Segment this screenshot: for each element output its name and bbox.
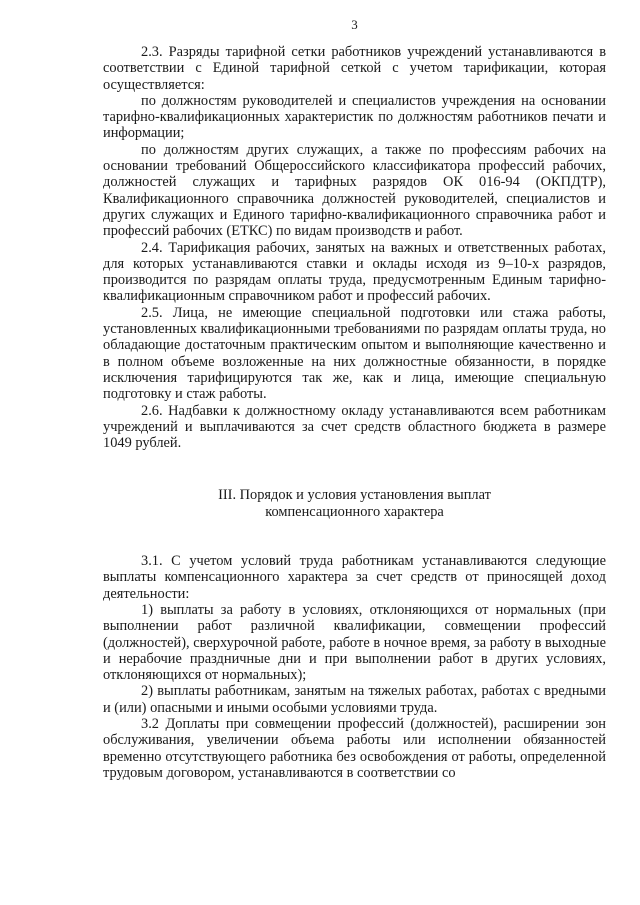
- section-3-heading: [103, 487, 606, 520]
- paragraph-3-1: 3.1. С учетом условий труда работникам устанавливаются следующие выплаты компенсационного характера за счет средств от приносящей доход деятельности:: [103, 553, 606, 602]
- section-3-heading-line-2: компенсационного характера: [265, 503, 444, 520]
- document-page: [103, 0, 606, 905]
- paragraph-2-6: 2.6. Надбавки к должностному окладу устанавливаются всем работникам учреждений и выплачиваются за счет средств областного бюджета в размере 1049 рублей.: [103, 402, 606, 452]
- paragraph-2-3: 2.3. Разряды тарифной сетки работников учреждений устанавливаются в соответствии с Единой тарифной сеткой с учетом тарификации, которая осуществляется:: [103, 44, 606, 93]
- page-number: 3: [351, 17, 358, 32]
- heading-spacer: [103, 520, 606, 553]
- paragraph-3-1-item-1: 1) выплаты за работу в условиях, отклоняющихся от нормальных (при выполнении работ различной квалификации, совмещении профессий (должностей), сверхурочной работе, работе в ночное время, за работу в выходные и нерабочие праздничные дни и при выполнении работ в других условиях, отклоняющихся от нормальных);: [103, 601, 606, 684]
- paragraph-2-5: 2.5. Лица, не имеющие специальной подготовки или стажа работы, установленных квалификационными требованиями по разрядам оплаты труда, но обладающие достаточным практическим опытом и выполняющие качественно и в полном объеме возложенные на них должностные обязанности, в порядке исключения тарифицируются так же, как и лица, имеющие специальную подготовку и стаж работы.: [103, 304, 606, 403]
- document-body: [103, 44, 606, 781]
- paragraph-2-3-item-1: по должностям руководителей и специалистов учреждения на основании тарифно-квалификационных характеристик по должностям работников печати и информации;: [103, 92, 606, 142]
- paragraph-3-1-item-2: 2) выплаты работникам, занятым на тяжелых работах, работах с вредными и (или) опасными и иными особыми условиями труда.: [103, 683, 606, 716]
- paragraph-2-3-item-2: по должностям других служащих, а также по профессиям рабочих на основании требований Общероссийского классификатора профессий рабочих, должностей служащих и тарифных разрядов ОК 016-94 (ОКПДТР), Квалификационного справочника должностей руководителей, специалистов и других служащих и Единого тарифно-квалификационного справочника работ и профессий рабочих (ЕТКС) по видам производств и работ.: [103, 141, 606, 240]
- paragraph-3-2: 3.2 Доплаты при совмещении профессий (должностей), расширении зон обслуживания, увеличении объема работы или исполнении обязанностей временно отсутствующего работника без освобождения от работы, определенной трудовым договором, устанавливаются в соответствии со: [103, 715, 606, 781]
- paragraph-2-4: 2.4. Тарификация рабочих, занятых на важных и ответственных работах, для которых устанавливаются ставки и оклады исходя из 9–10-х разрядов, производится по разрядам оплаты труда, предусмотренным Единым тарифно-квалификационным справочником работ и профессий рабочих.: [103, 239, 606, 305]
- section-3-heading-line-1: III. Порядок и условия установления выплат: [218, 487, 491, 504]
